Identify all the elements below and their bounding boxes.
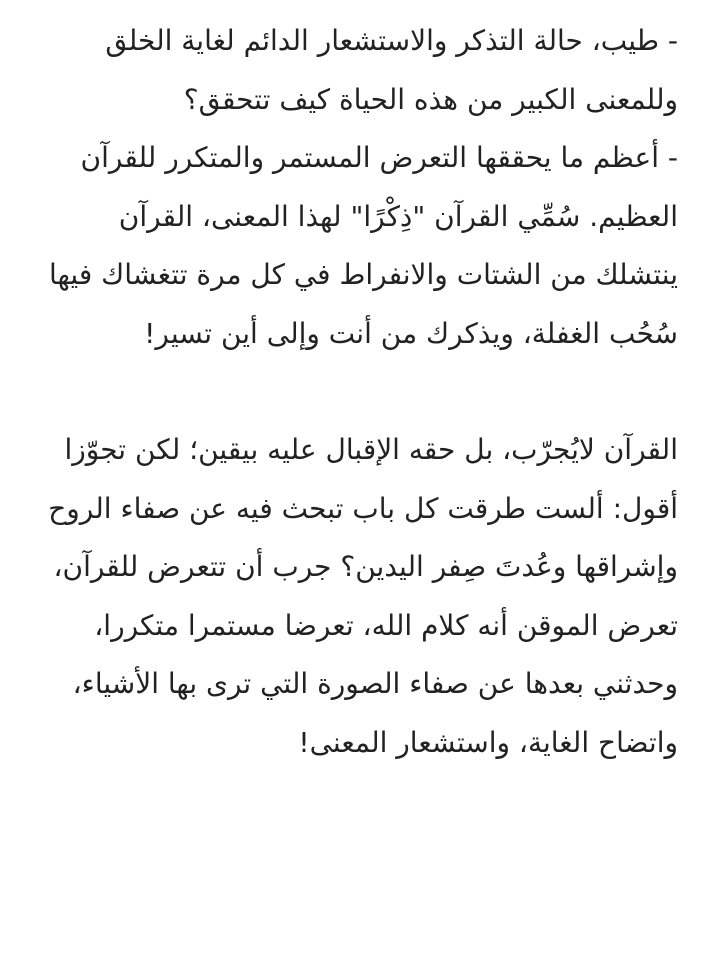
question-paragraph: - طيب، حالة التذكر والاستشعار الدائم لغاية الخلق وللمعنى الكبير من هذه الحياة كيف تتحقق؟ [105,24,678,116]
paragraph-spacer [48,363,678,421]
answer-paragraph: - أعظم ما يحققها التعرض المستمر والمتكرر للقرآن العظيم. سُمِّي القرآن "ذِكْرًا" لهذا المعنى، القرآن ينتشلك من الشتات والانفراط في كل مرة تتغشاك فيها سُحُب الغفلة، ويذكرك من أنت وإلى أين تسير! [48,141,678,350]
reflection-paragraph: القرآن لايُجرّب، بل حقه الإقبال عليه بيقين؛ لكن تجوّزا أقول: ألست طرقت كل باب تبحث فيه عن صفاء الروح وإشراقها وعُدتَ صِفر اليدين؟ جرب أن تتعرض للقرآن، تعرض الموقن أنه كلام الله، تعرضا مستمرا متكررا، وحدثني بعدها عن صفاء الصورة التي ترى بها الأشياء، واتضاح الغاية، واستشعار المعنى! [48,433,678,759]
